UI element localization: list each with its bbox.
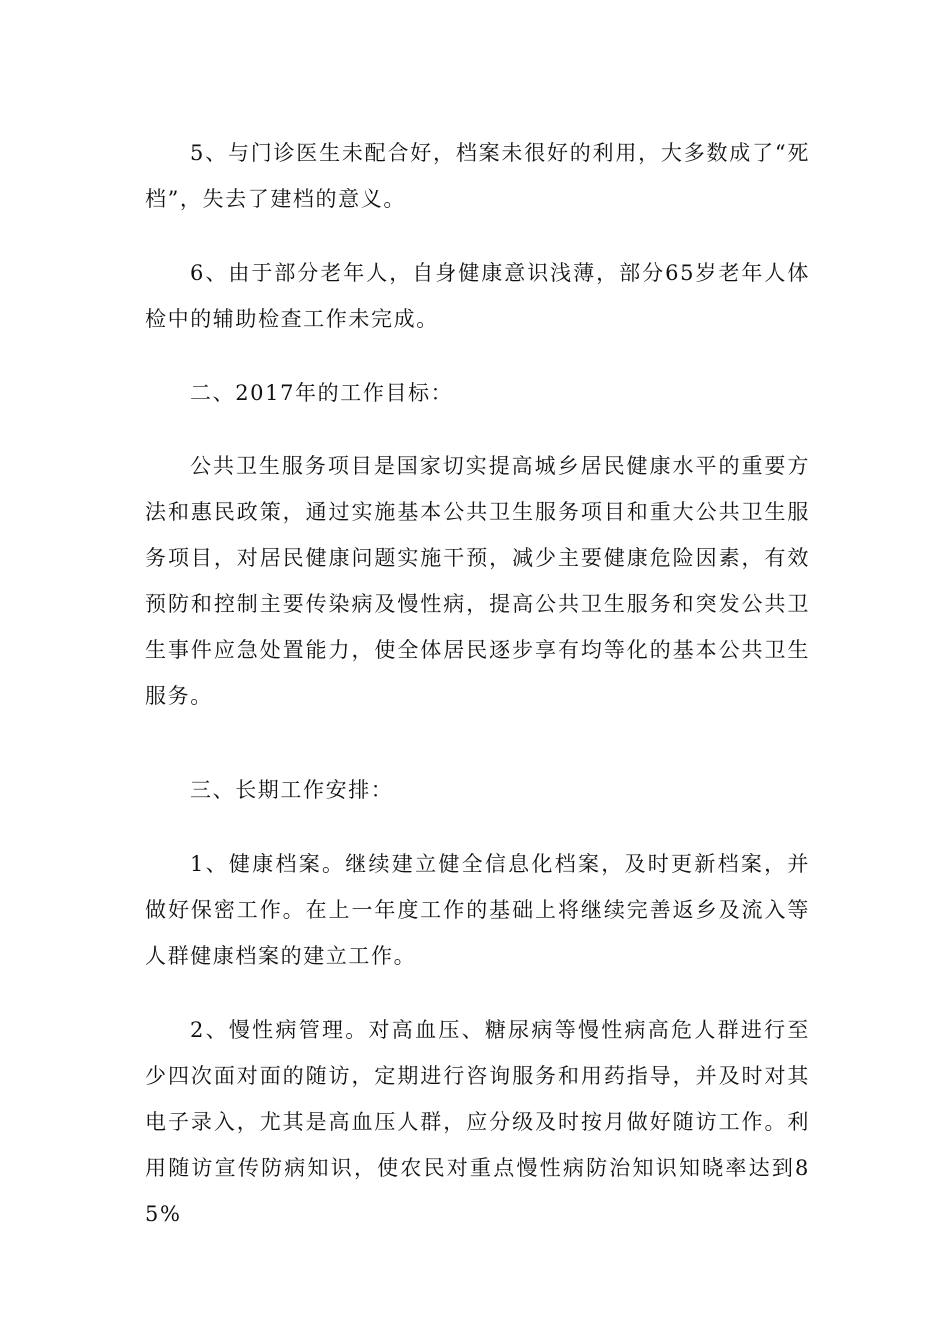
section-heading-arrangements: 三、长期工作安排： bbox=[190, 778, 394, 802]
section-heading-goals: 二、2017年的工作目标： bbox=[190, 381, 454, 405]
paragraph-health-records: 1、健康档案。继续建立健全信息化档案，及时更新档案，并做好保密工作。在上一年度工作的基础上将继续完善返乡及流入等人群健康档案的建立工作。 bbox=[145, 852, 810, 968]
paragraph-goals: 公共卫生服务项目是国家切实提高城乡居民健康水平的重要方法和惠民政策，通过实施基本公共卫生服务项目和重大公共卫生服务项目，对居民健康问题实施干预，减少主要健康危险因素，有效预防和控制主要传染病及慢性病，提高公共卫生服务和突发公共卫生事件应急处置能力，使全体居民逐步享有均等化的基本公共卫生服务。 bbox=[145, 454, 810, 708]
paragraph-chronic-disease: 2、慢性病管理。对高血压、糖尿病等慢性病高危人群进行至少四次面对面的随访，定期进行咨询服务和用药指导，并及时对其电子录入，尤其是高血压人群，应分级及时按月做好随访工作。利用随访宣传防病知识，使农民对重点慢性病防治知识知晓率达到85% bbox=[145, 1018, 810, 1226]
paragraph-item-5: 5、与门诊医生未配合好，档案未很好的利用，大多数成了“死档”，失去了建档的意义。 bbox=[145, 141, 810, 211]
paragraph-item-6: 6、由于部分老年人，自身健康意识浅薄，部分65岁老年人体检中的辅助检查工作未完成。 bbox=[145, 261, 810, 331]
